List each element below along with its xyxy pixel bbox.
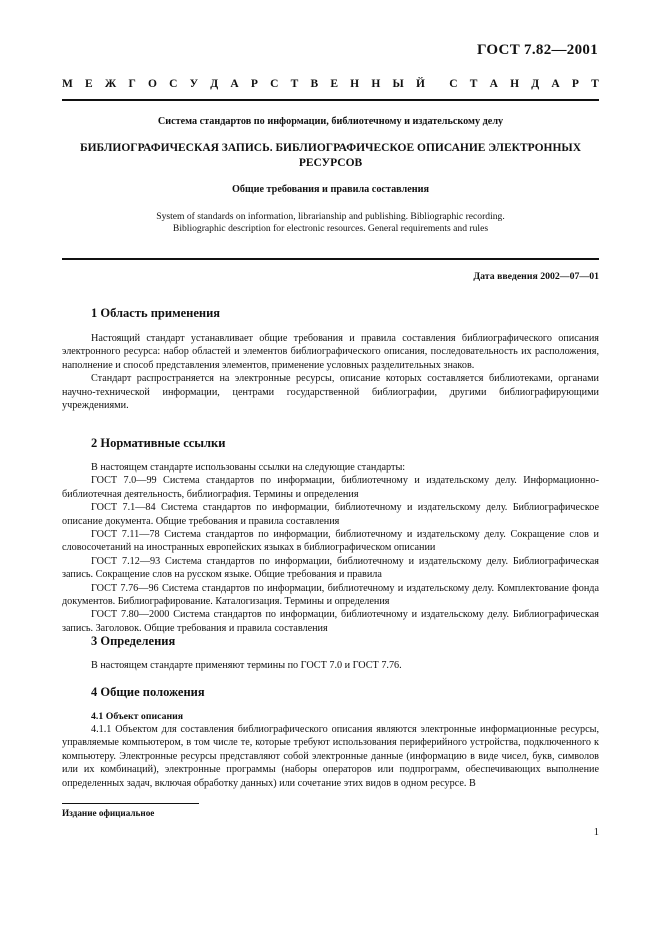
banner-letter: Н xyxy=(510,78,520,90)
header-rule xyxy=(62,99,599,101)
document-subtitle: Общие требования и правила составления xyxy=(231,184,430,195)
reference-item: ГОСТ 7.12—93 Система стандартов по информации, библиотечному и издательскому делу. Библиографическая запись. Сокращение слов на русском языке. Общие требования и правила xyxy=(62,555,599,581)
banner-letter: Т xyxy=(290,78,299,90)
banner-letter: Г xyxy=(128,78,136,90)
page-number: 1 xyxy=(593,827,599,838)
banner-letter: Й xyxy=(415,78,425,90)
banner-letter: Ы xyxy=(392,78,404,90)
reference-item: ГОСТ 7.11—78 Система стандартов по информации, библиотечному и издательскому делу. Сокращение слов и словосочетаний на иностранных европейских языках в библиографическом описании xyxy=(62,529,599,554)
banner-letter: Е xyxy=(330,78,338,90)
banner-letter: Д xyxy=(210,78,219,90)
banner-letter: М xyxy=(62,78,73,90)
section-1-paragraph-1: Настоящий стандарт устанавливает общие требования и правила составления библиографического описания электронного ресурса: набор областей и элементов библиографического описания, последовательность их расположения, наполнение и способ представления элементов, применение условных разделительных знаков. xyxy=(62,333,599,371)
title-line-2: РЕСУРСОВ xyxy=(298,157,363,169)
banner-letter: С xyxy=(449,78,458,90)
english-title xyxy=(62,211,599,235)
english-line-1: System of standards on information, librarianship and publishing. Bibliographic recording. xyxy=(156,211,505,222)
subsection-4-1-heading: 4.1 Объект описания xyxy=(91,711,184,722)
banner-letter: А xyxy=(489,78,498,90)
banner-letter: Д xyxy=(531,78,540,90)
gost-number: ГОСТ 7.82—2001 xyxy=(476,42,598,58)
section-2-body xyxy=(62,461,599,635)
section-2-intro: В настоящем стандарте использованы ссылки на следующие стандарты: xyxy=(91,462,406,473)
section-1-paragraph-2: Стандарт распространяется на электронные ресурсы, описание которых составляется библиотеками, органами научно-технической информации, центрами государственной библиографии, другими библиографирующими учреждениями. xyxy=(62,373,599,412)
title-rule xyxy=(62,258,599,260)
banner-letter: А xyxy=(551,78,560,90)
banner-letter: Е xyxy=(85,78,93,90)
banner-letter: В xyxy=(310,78,319,90)
banner-letter: Н xyxy=(371,78,381,90)
reference-item: ГОСТ 7.80—2000 Система стандартов по информации, библиотечному и издательскому делу. Библиографическая запись. Заголовок. Общие требования и правила составления xyxy=(62,609,599,634)
banner-letter: У xyxy=(189,78,199,90)
official-edition-label: Издание официальное xyxy=(62,808,155,818)
banner-letter: Ж xyxy=(104,78,117,90)
section-1-body xyxy=(62,332,599,412)
english-line-2: Bibliographic description for electronic resources. General requirements and rules xyxy=(172,223,489,234)
interstate-standard-banner xyxy=(62,78,599,90)
banner-letter: Н xyxy=(350,78,360,90)
reference-item: ГОСТ 7.76—96 Система стандартов по информации, библиотечному и издательскому делу. Комплектование фонда документов. Библиографирование. Каталогизация. Термины и определения xyxy=(62,582,599,608)
reference-item: ГОСТ 7.1—84 Система стандартов по информации, библиотечному и издательскому делу. Библиографическое описание документа. Общие требования и правила составления xyxy=(62,502,599,527)
banner-letter: Р xyxy=(571,78,579,90)
system-line: Система стандартов по информации, библиотечному и издательскому делу xyxy=(157,116,504,127)
effective-date: Дата введения 2002—07—01 xyxy=(473,271,599,282)
section-3-body xyxy=(62,659,599,672)
section-4-body xyxy=(62,723,599,790)
section-2-heading: 2 Нормативные ссылки xyxy=(91,436,226,450)
banner-letter: С xyxy=(270,78,279,90)
footer-rule xyxy=(62,803,199,804)
banner-letter: Т xyxy=(469,78,478,90)
section-3-heading: 3 Определения xyxy=(91,634,176,648)
reference-item: ГОСТ 7.0—99 Система стандартов по информации, библиотечному и издательскому делу. Информационно-библиотечная деятельность, библиография. Термины и определения xyxy=(62,475,599,500)
section-4-heading: 4 Общие положения xyxy=(91,685,205,699)
banner-letter: С xyxy=(169,78,178,90)
document-title xyxy=(62,141,599,171)
title-line-1: БИБЛИОГРАФИЧЕСКАЯ ЗАПИСЬ. БИБЛИОГРАФИЧЕСКОЕ ОПИСАНИЕ ЭЛЕКТРОННЫХ xyxy=(79,142,582,154)
banner-letter: Т xyxy=(591,78,599,90)
section-4-paragraph-1: 4.1.1 Объектом для составления библиографического описания являются электронные информационные ресурсы, управляемые компьютером, в том числе те, которые требуют использования периферийного устройства, подключенного к компьютеру. Электронные ресурсы представляют собой электронные данные (информацию в виде чисел, букв, символов или их комбинаций), электронные программы (наборы операторов или подпрограмм, обеспечивающих выполнение определенных задач, включая обработку данных) или сочетание этих видов в одном ресурсе. В xyxy=(62,724,599,789)
section-3-paragraph-1: В настоящем стандарте применяют термины по ГОСТ 7.0 и ГОСТ 7.76. xyxy=(91,660,402,671)
banner-letter: О xyxy=(147,78,157,90)
section-1-heading: 1 Область применения xyxy=(91,306,221,320)
banner-letter: А xyxy=(230,78,239,90)
banner-letter: Р xyxy=(250,78,258,90)
